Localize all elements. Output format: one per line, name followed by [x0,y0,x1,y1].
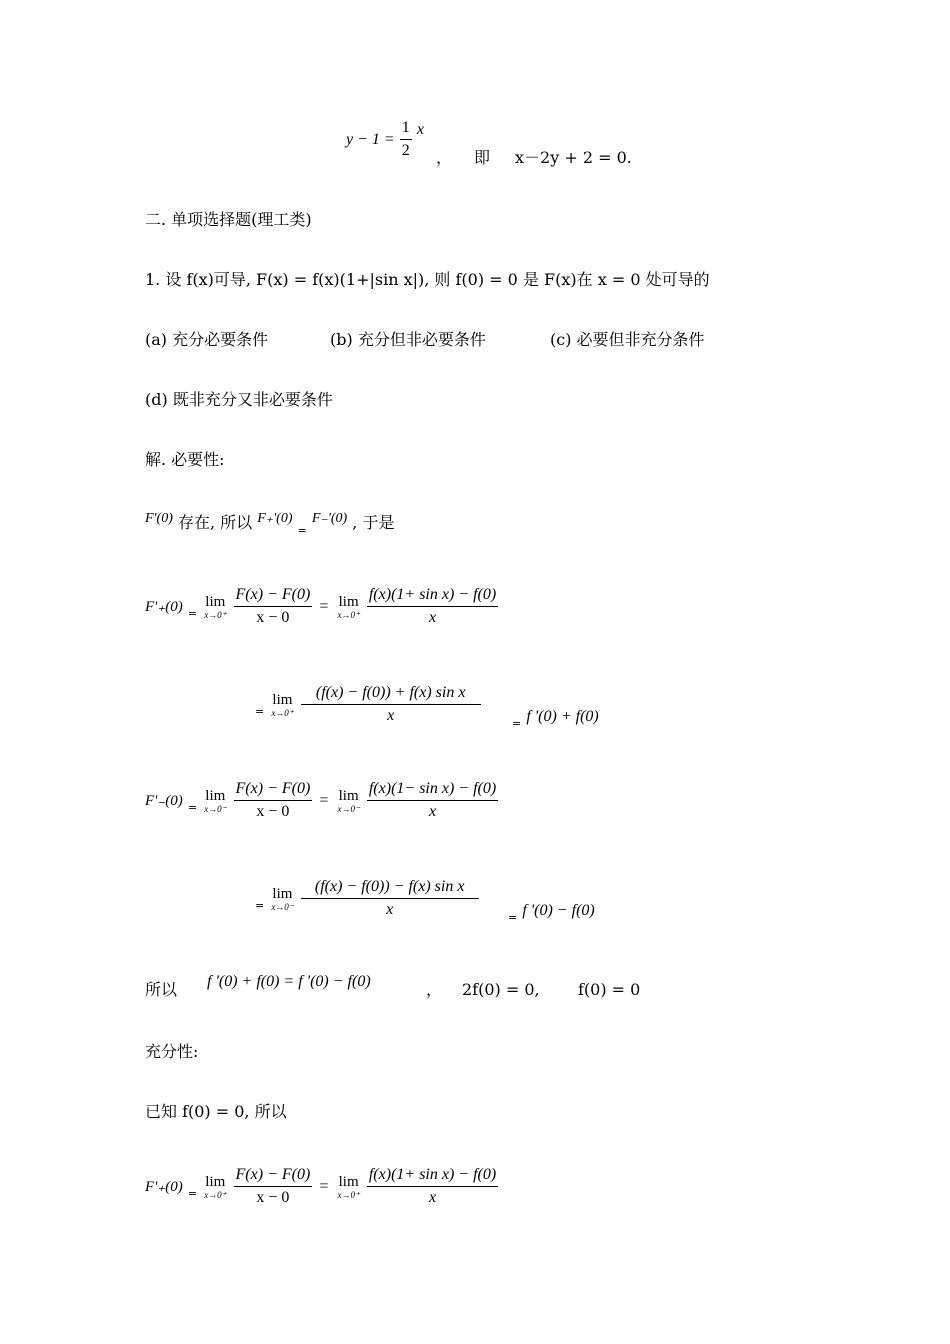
eq-left-derivative: F'₋(0) $_=$ lim x→0⁻ $\frac{F(x) - F(0)}{x - 0}$ = lim x→0⁻ $\frac{\text{f(x)(1− sin x) − f(0)}}{x}$ [145,780,497,820]
eq-right-derivative-cont: $_=$ lim x→0⁺ $\frac{\text{(f(x) − f(0)) + f(x) sin x}}{x}$ [255,683,481,726]
fraction: $\frac{F(x) - F(0)}{x - 0}$ [235,586,311,626]
sufficiency-label: 充分性: [145,1042,199,1061]
line-equation: x－2y + 2 = 0. [515,148,632,167]
exist-line: F'(0) 存在, 所以 F₊'(0) $_=$ F₋'(0) , 于是 [145,511,395,537]
question-1: 1. 设 f(x)可导, F(x) = f(x)(1+|sin x|), 则 f(0) = 0 是 F(x)在 x = 0 处可导的 [145,270,710,289]
section-heading: 二. 单项选择题(理工类) [145,210,312,229]
fraction: $\frac{\text{(f(x) − f(0)) + f(x) sin x}}{x}$ [301,683,481,726]
option-d: (d) 既非充分又非必要条件 [145,390,333,409]
fraction: $\frac{\text{f(x)(1− sin x) − f(0)}}{x}$ [368,780,497,820]
fraction: $\frac{\text{f(x)(1+ sin x) − f(0)}}{x}$ [368,586,497,626]
eq-lhs: y − 1 = [346,131,395,148]
lim-operator: lim x→0⁺ [337,593,360,620]
eq4-result: $_=$ f '(0) − f(0) [508,902,595,924]
so-label: 所以 [145,980,178,999]
known-line: 已知 f(0) = 0, 所以 [145,1102,287,1121]
lim-operator: lim x→0⁻ [337,787,360,814]
result-2f0: 2f(0) = 0, [462,980,540,999]
eq-right-derivative-2: F'₊(0) $_=$ lim x→0⁺ $\frac{F(x) - F(0)}{x - 0}$ = lim x→0⁺ $\frac{\text{f(x)(1+ sin x) − f(0)}}{x}$ [145,1166,497,1206]
eq-left-derivative-cont: $_=$ lim x→0⁻ $\frac{\text{(f(x) − f(0)) − f(x) sin x}}{x}$ [255,877,479,920]
comma: ， [426,980,443,999]
option-a: (a) 充分必要条件 [145,330,269,349]
lim-operator: lim x→0⁺ [204,593,227,620]
option-b: (b) 充分但非必要条件 [330,330,486,349]
lim-operator: lim x→0⁻ [204,787,227,814]
option-c: (c) 必要但非充分条件 [550,330,705,349]
solution-label: 解. 必要性: [145,450,225,469]
eq2-result: $_=$ f '(0) + f(0) [512,708,599,730]
lim-operator: lim x→0⁺ [271,691,294,718]
so-expression: f '(0) + f(0) = f '(0) − f(0) [207,973,371,990]
eq-right-derivative: F'₊(0) $_=$ lim x→0⁺ $\frac{F(x) - F(0)}{x - 0}$ = lim x→0⁺ $\frac{\text{f(x)(1+ sin x) − f(0)}}{x}$ [145,586,497,626]
fraction: $\frac{F(x) - F(0)}{x - 0}$ [235,780,311,820]
half-fraction: $\frac{1}{2}$ [401,119,410,159]
ji-label: 即 [474,148,491,167]
lim-operator: lim x→0⁺ [204,1173,227,1200]
fraction: $\frac{F(x) - F(0)}{x - 0}$ [235,1166,311,1206]
fraction: $\frac{\text{f(x)(1+ sin x) − f(0)}}{x}$ [368,1166,497,1206]
fraction: $\frac{\text{(f(x) − f(0)) − f(x) sin x}}{x}$ [301,877,479,920]
result-f0: f(0) = 0 [578,980,641,999]
comma: ， [436,148,453,167]
lim-operator: lim x→0⁻ [271,885,294,912]
tangent-equation: y − 1 = $\frac{1}{2}$ x [346,119,424,159]
lim-operator: lim x→0⁺ [337,1173,360,1200]
